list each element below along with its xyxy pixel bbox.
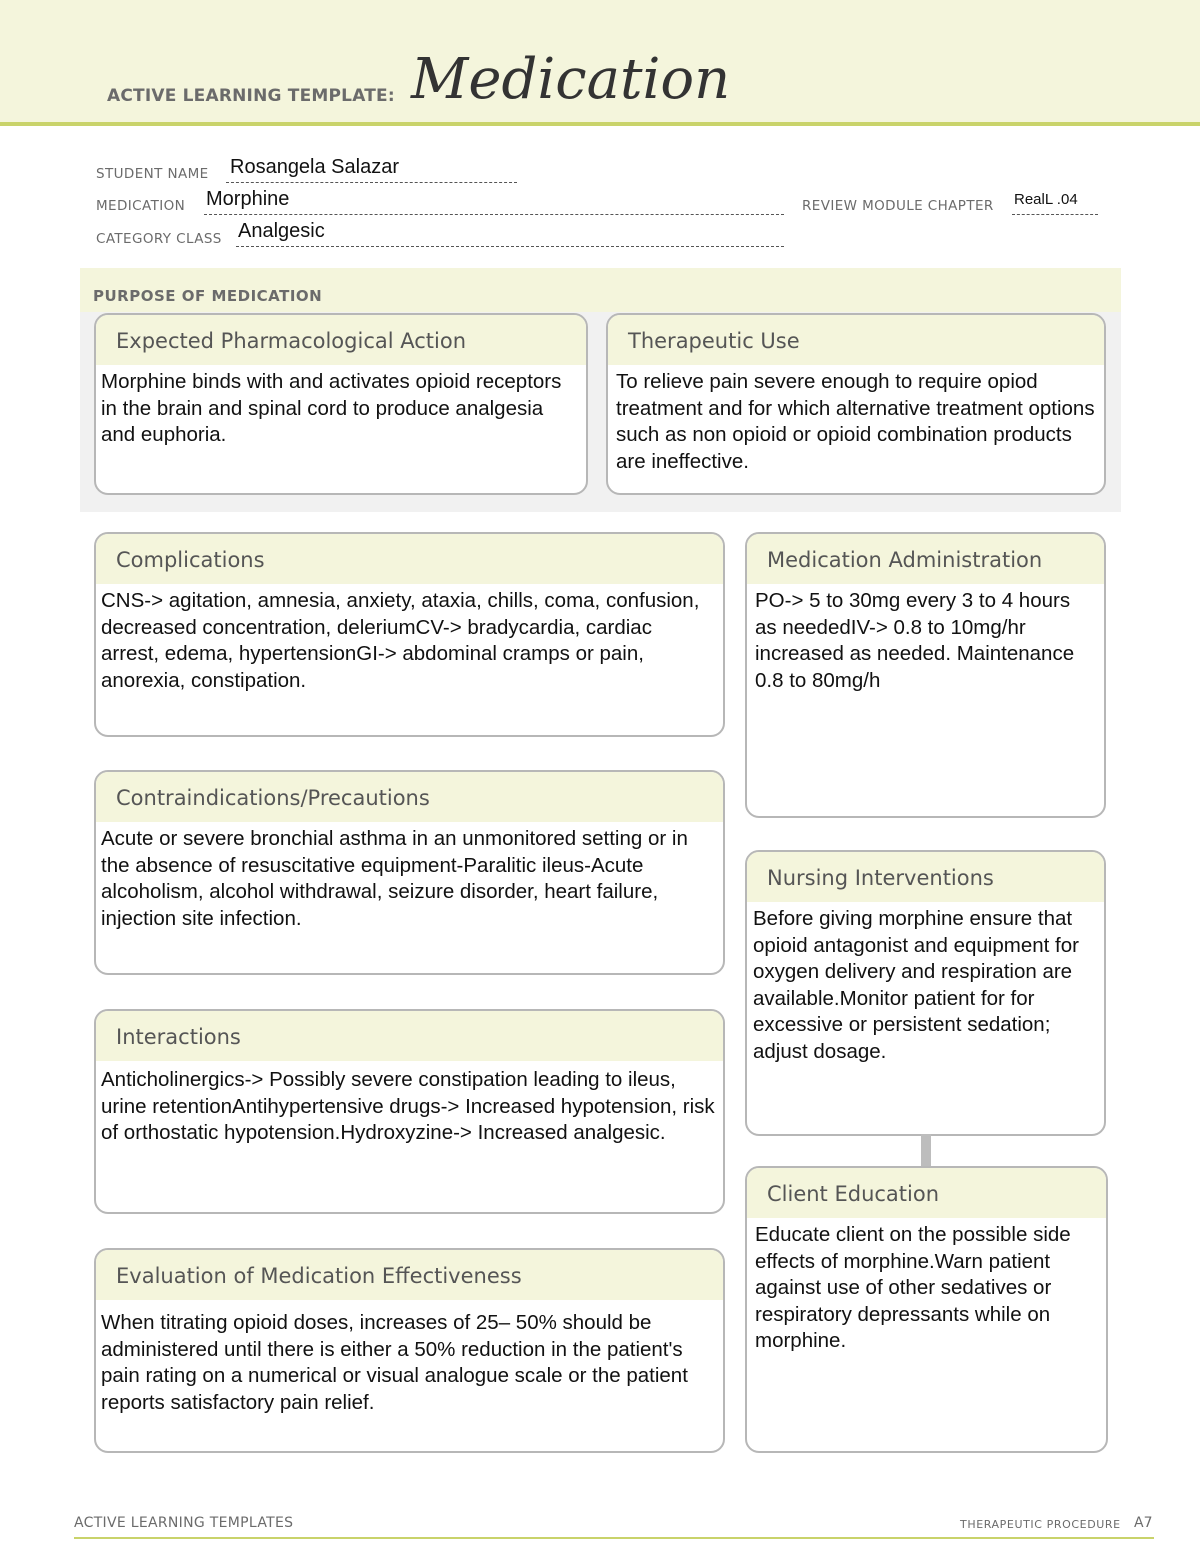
administration-card <box>745 532 1106 818</box>
evaluation-heading: Evaluation of Medication Effectiveness <box>96 1250 723 1300</box>
evaluation-card <box>94 1248 725 1453</box>
page-number: A7 <box>1134 1515 1153 1531</box>
category-class-line <box>236 246 784 247</box>
contraindications-text[interactable]: Acute or severe bronchial asthma in an unmonitored setting or in the absence of resuscitative equipment-Paralitic ileus-Acute alcoholism, alcohol withdrawal, seizure disorder, heart failure, injection site infection. <box>101 827 688 930</box>
therapeutic-use-text[interactable]: To relieve pain severe enough to require opiod treatment and for which alternative treatment options such as non opioid or opioid combination products are ineffective. <box>616 370 1095 473</box>
expected-action-card <box>94 313 588 495</box>
interactions-card <box>94 1009 725 1214</box>
category-class-field[interactable]: Analgesic <box>238 220 325 242</box>
review-module-label: REVIEW MODULE CHAPTER <box>802 198 994 214</box>
client-education-text[interactable]: Educate client on the possible side effects of morphine.Warn patient against use of other sedatives or respiratory depressants while on morphine. <box>755 1223 1071 1352</box>
header-kicker: ACTIVE LEARNING TEMPLATE: <box>107 86 395 106</box>
client-education-heading: Client Education <box>747 1168 1106 1218</box>
complications-heading: Complications <box>96 534 723 584</box>
student-name-line <box>226 182 517 183</box>
footer-right: THERAPEUTIC PROCEDURE <box>960 1518 1121 1531</box>
medication-label: MEDICATION <box>96 198 186 214</box>
client-education-card <box>745 1166 1108 1453</box>
student-name-field[interactable]: Rosangela Salazar <box>230 156 399 178</box>
expected-action-heading: Expected Pharmacological Action <box>96 315 586 365</box>
purpose-title: PURPOSE OF MEDICATION <box>93 287 323 305</box>
therapeutic-use-heading: Therapeutic Use <box>608 315 1104 365</box>
student-name-label: STUDENT NAME <box>96 166 209 182</box>
page-title: Medication <box>411 47 731 112</box>
nursing-interventions-text[interactable]: Before giving morphine ensure that opioid antagonist and equipment for oxygen delivery and respiration are available.Monitor patient for for excessive or persistent sedation; adjust dosage. <box>753 907 1079 1063</box>
complications-card <box>94 532 725 737</box>
medication-field[interactable]: Morphine <box>206 188 290 210</box>
category-class-label: CATEGORY CLASS <box>96 231 222 247</box>
evaluation-text[interactable]: When titrating opioid doses, increases of 25– 50% should be administered until there is either a 50% reduction in the patient's pain rating on a numerical or visual analogue scale or the patient reports satisfactory pain relief. <box>101 1311 688 1414</box>
expected-action-text[interactable]: Morphine binds with and activates opioid receptors in the brain and spinal cord to produce analgesia and euphoria. <box>101 370 562 446</box>
footer-rule <box>74 1537 1154 1539</box>
complications-text[interactable]: CNS-> agitation, amnesia, anxiety, ataxia, chills, coma, confusion, decreased concentration, deleriumCV-> bradycardia, cardiac arrest, edema, hypertensionGI-> abdominal cramps or pain, anorexia, constipation. <box>101 589 700 692</box>
contraindications-heading: Contraindications/Precautions <box>96 772 723 822</box>
administration-text[interactable]: PO-> 5 to 30mg every 3 to 4 hours as neededIV-> 0.8 to 10mg/hr increased as needed. Maintenance 0.8 to 80mg/h <box>755 589 1075 692</box>
interactions-heading: Interactions <box>96 1011 723 1061</box>
connector-bar <box>921 1134 931 1166</box>
nursing-interventions-card <box>745 850 1106 1136</box>
interactions-text[interactable]: Anticholinergics-> Possibly severe constipation leading to ileus, urine retentionAntihypertensive drugs-> Increased hypotension, risk of orthostatic hypotension.Hydroxyzine-> Increased analgesic. <box>101 1068 715 1144</box>
nursing-interventions-heading: Nursing Interventions <box>747 852 1104 902</box>
review-module-line <box>1012 214 1098 215</box>
therapeutic-use-card <box>606 313 1106 495</box>
medication-line <box>204 214 784 215</box>
administration-heading: Medication Administration <box>747 534 1104 584</box>
footer-left: ACTIVE LEARNING TEMPLATES <box>74 1515 294 1531</box>
review-module-field[interactable]: RealL .04 <box>1014 191 1078 208</box>
header-rule <box>0 122 1200 126</box>
contraindications-card <box>94 770 725 975</box>
